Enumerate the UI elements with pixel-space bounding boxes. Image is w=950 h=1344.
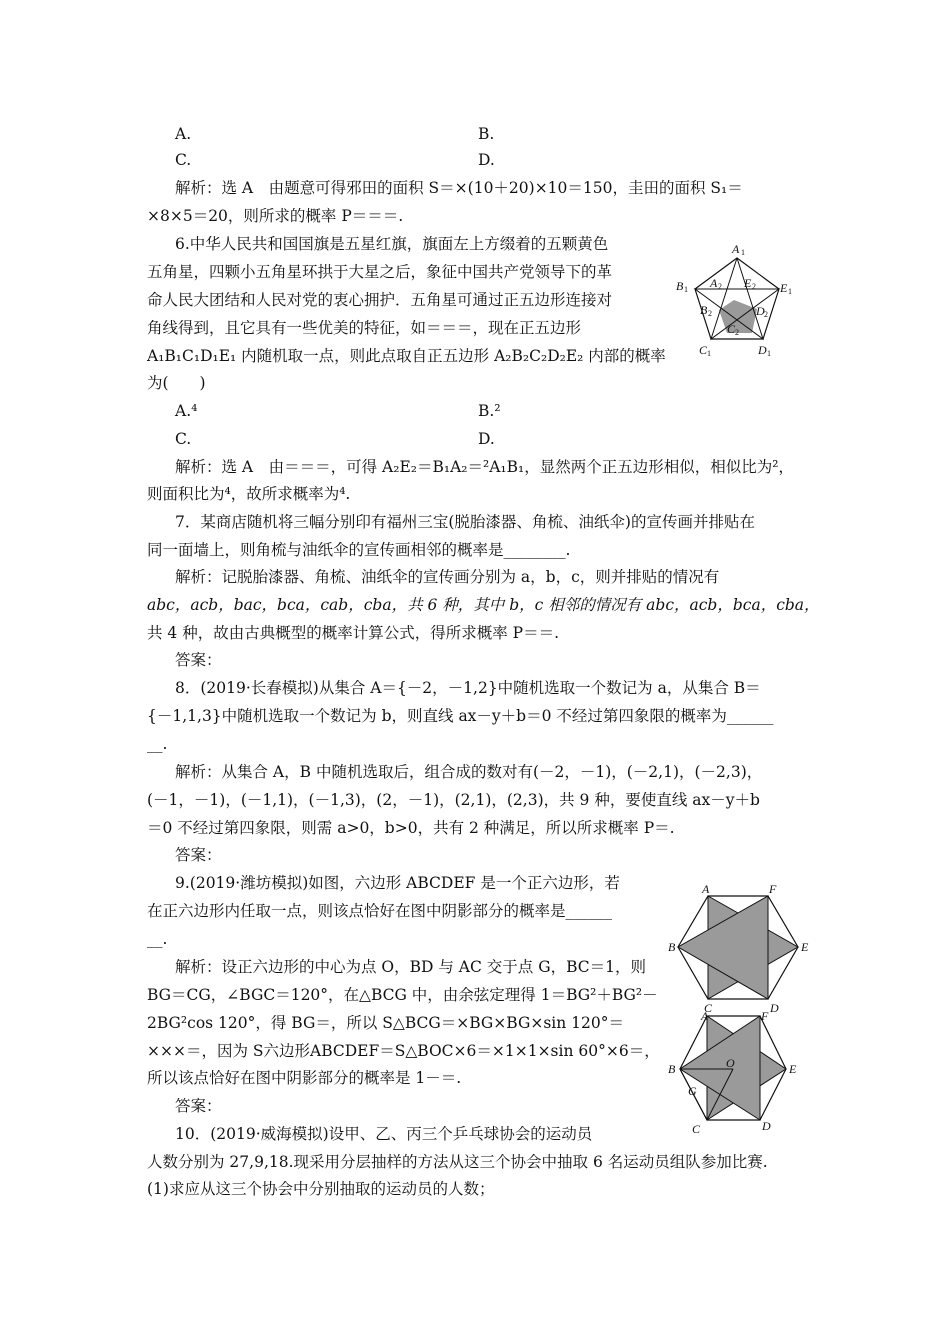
svg-text:2: 2 <box>764 310 768 319</box>
svg-text:2: 2 <box>708 309 712 318</box>
label-d2: D <box>756 304 765 318</box>
label-d: D <box>762 1119 771 1133</box>
label-c: C <box>704 1001 713 1014</box>
q6-option-b: B.² <box>478 402 501 420</box>
q7-solution-line: 解析：记脱胎漆器、角梳、油纸伞的宣传画分别为 a，b，c，则并排贴的情况有 <box>175 568 720 586</box>
q6-solution-line: 解析：选 A 由＝＝＝，可得 A₂E₂＝B₁A₂＝²A₁B₁，显然两个正五边形相似，相似比为²， <box>175 458 794 476</box>
svg-text:1: 1 <box>788 287 792 296</box>
hexagon-figure-star <box>668 884 818 1014</box>
q7-answer: 答案： <box>175 651 222 669</box>
q8-stem-line: __. <box>147 735 168 753</box>
q5-solution-line: 解析：选 A 由题意可得邪田的面积 S＝×(10＋20)×10＝150，圭田的面积 S₁＝ <box>175 179 743 197</box>
svg-text:2: 2 <box>735 328 739 337</box>
q5-option-d: D. <box>478 151 495 169</box>
label-b: B <box>668 940 676 954</box>
q6-option-a: A.⁴ <box>175 402 198 420</box>
q7-stem-line: 同一面墙上，则角梳与油纸伞的宣传画相邻的概率是________. <box>147 541 571 559</box>
label-a2: A <box>710 276 718 290</box>
q9-stem-line: __. <box>147 930 168 948</box>
q9-stem-line: 9.(2019·潍坊模拟)如图，六边形 ABCDEF 是一个正六边形，若 <box>175 874 620 892</box>
label-b2: B <box>700 303 708 317</box>
q9-answer: 答案： <box>175 1097 222 1115</box>
q10-subquestion: (1)求应从这三个协会中分别抽取的运动员的人数； <box>147 1180 495 1198</box>
label-f: F <box>769 884 777 896</box>
q6-stem-line: A₁B₁C₁D₁E₁ 内随机取一点，则此点取自正五边形 A₂B₂C₂D₂E₂ 内部的概率 <box>147 347 666 365</box>
q5-solution-line: ×8×5＝20，则所求的概率 P＝＝＝. <box>147 207 404 225</box>
label-e: E <box>789 1062 797 1076</box>
q8-stem-line: 8．(2019·长春模拟)从集合 A＝{－2，－1,2}中随机选取一个数记为 a，从集合 B＝ <box>175 679 761 697</box>
q9-solution-line: ×××＝，因为 S六边形ABCDEF＝S△BOC×6＝×1×1×sin 60°×6＝， <box>147 1042 660 1060</box>
q6-option-d: D. <box>478 430 495 448</box>
q6-option-c: C. <box>175 430 192 448</box>
q8-answer: 答案： <box>175 846 222 864</box>
q6-stem-line: 命人民大团结和人民对党的衷心拥护．五角星可通过正五边形连接对 <box>147 291 613 309</box>
label-c2: C <box>727 322 736 336</box>
q6-stem-line: 角线得到，且它具有一些优美的特征，如＝＝＝，现在正五边形 <box>147 319 582 337</box>
q7-stem-line: 7．某商店随机将三幅分别印有福州三宝(脱胎漆器、角梳、油纸伞)的宣传画并排贴在 <box>175 513 755 531</box>
q9-solution-line: 所以该点恰好在图中阴影部分的概率是 1－＝. <box>147 1069 462 1087</box>
q8-solution-line: 解析：从集合 A，B 中随机选取后，组合成的数对有(－2，－1)，(－2,1)，(－2,3)， <box>175 763 763 781</box>
q9-solution-line: 解析：设正六边形的中心为点 O，BD 与 AC 交于点 G，BC＝1，则 <box>175 958 646 976</box>
q7-solution-line: abc，acb，bac，bca，cab，cba，共 6 种，其中 b，c 相邻的情况有 abc，acb，bca，cba， <box>147 596 820 614</box>
q6-stem-line: 6.中华人民共和国国旗是五星红旗，旗面左上方缀着的五颗黄色 <box>175 235 609 253</box>
label-g: G <box>688 1084 697 1098</box>
label-o: O <box>726 1056 735 1070</box>
label-b: B <box>668 1062 676 1076</box>
q5-option-b: B. <box>478 125 495 143</box>
q9-stem-line: 在正六边形内任取一点，则该点恰好在图中阴影部分的概率是______ <box>147 902 613 920</box>
pentagon-figure <box>672 240 802 360</box>
label-a: A <box>701 1010 709 1023</box>
q10-stem-line: 人数分别为 27,9,18.现采用分层抽样的方法从这三个协会中抽取 6 名运动员组队参加比赛. <box>147 1153 768 1171</box>
svg-text:2: 2 <box>718 282 722 291</box>
label-e1: E <box>780 281 788 295</box>
label-a: A <box>702 884 710 896</box>
svg-text:1: 1 <box>767 349 771 358</box>
hexagon-figure-solution <box>668 1010 818 1138</box>
label-e2: E <box>744 276 752 290</box>
q7-solution-line: 共 4 种，故由古典概型的概率计算公式，得所求概率 P＝＝. <box>147 624 560 642</box>
label-a1: A <box>732 242 740 256</box>
label-d: D <box>770 1001 779 1014</box>
svg-text:1: 1 <box>707 349 711 358</box>
label-c1: C <box>699 343 708 357</box>
q5-option-a: A. <box>175 125 192 143</box>
q10-stem-line: 10．(2019·威海模拟)设甲、乙、丙三个乒乓球协会的运动员 <box>175 1125 593 1143</box>
svg-text:1: 1 <box>684 285 688 294</box>
q8-stem-line: {－1,1,3}中随机选取一个数记为 b，则直线 ax－y＋b＝0 不经过第四象限的概率为______ <box>147 707 774 725</box>
svg-text:2: 2 <box>752 282 756 291</box>
q5-option-c: C. <box>175 151 192 169</box>
q6-stem-line: 五角星，四颗小五角星环拱于大星之后，象征中国共产党领导下的革 <box>147 263 613 281</box>
svg-text:1: 1 <box>741 248 745 257</box>
q9-solution-line: BG＝CG，∠BGC＝120°，在△BCG 中，由余弦定理得 1＝BG²＋BG²－ <box>147 986 658 1004</box>
label-e: E <box>801 940 809 954</box>
q8-solution-line: ＝0 不经过第四象限，则需 a>0，b>0，共有 2 种满足，所以所求概率 P＝. <box>147 819 675 837</box>
q6-stem-line: 为( ) <box>147 374 206 392</box>
label-f: F <box>761 1010 769 1023</box>
label-c: C <box>692 1122 701 1136</box>
q6-solution-line: 则面积比为⁴，故所求概率为⁴. <box>147 485 351 503</box>
q8-solution-line: (－1，－1)，(－1,1)，(－1,3)，(2，－1)，(2,1)，(2,3)，共 9 种，要使直线 ax－y＋b <box>147 791 760 809</box>
label-b1: B <box>676 279 684 293</box>
q9-solution-line: 2BG²cos 120°，得 BG＝，所以 S△BCG＝×BG×BG×sin 120°＝ <box>147 1014 624 1032</box>
label-d1: D <box>758 343 767 357</box>
